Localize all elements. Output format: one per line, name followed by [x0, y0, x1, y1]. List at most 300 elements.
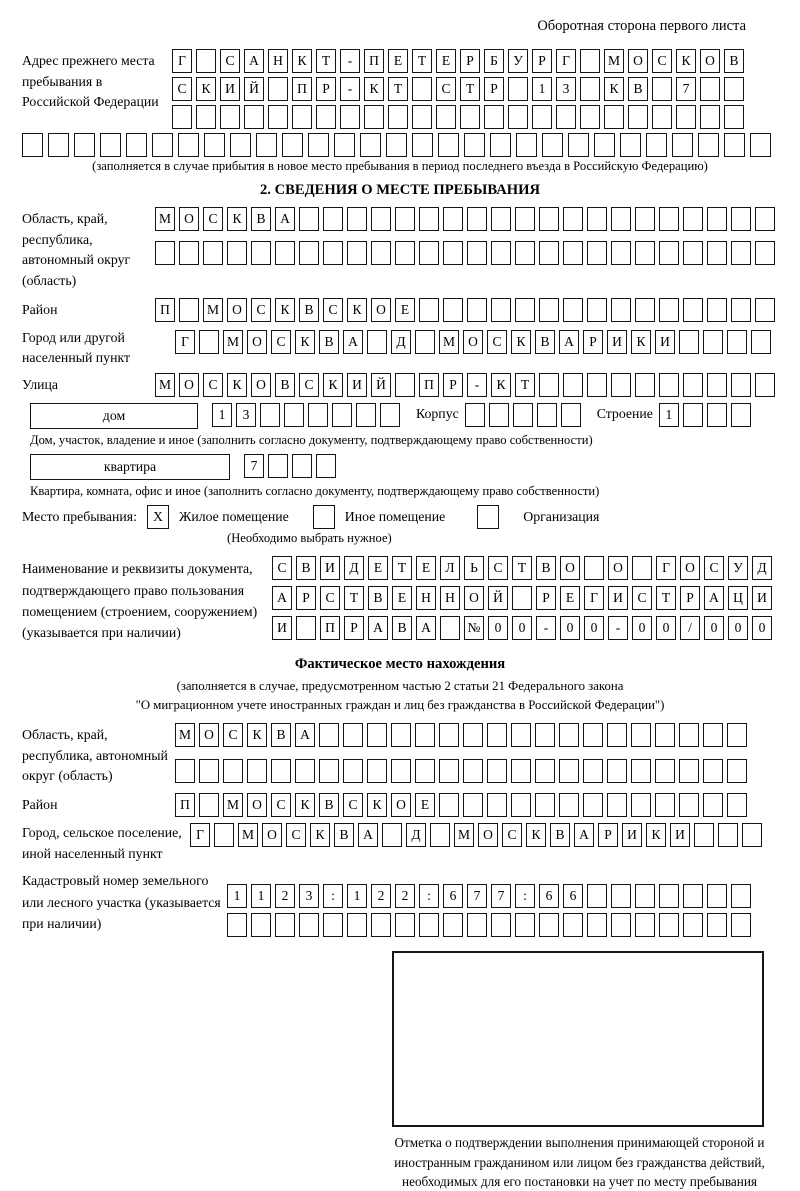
char-box[interactable]: А	[574, 823, 594, 847]
char-box[interactable]: С	[286, 823, 306, 847]
char-box[interactable]: Р	[536, 586, 556, 610]
char-box[interactable]	[683, 298, 703, 322]
char-box[interactable]: Р	[296, 586, 316, 610]
char-box[interactable]	[535, 759, 555, 783]
char-box[interactable]	[388, 105, 408, 129]
char-box[interactable]: Й	[488, 586, 508, 610]
char-box[interactable]: У	[728, 556, 748, 580]
char-box[interactable]	[652, 77, 672, 101]
char-box[interactable]: Р	[316, 77, 336, 101]
char-box[interactable]: О	[227, 298, 247, 322]
char-box[interactable]	[463, 793, 483, 817]
char-box[interactable]: С	[203, 373, 223, 397]
char-box[interactable]	[750, 133, 771, 157]
char-box[interactable]	[491, 207, 511, 231]
char-box[interactable]: Т	[656, 586, 676, 610]
char-box[interactable]: -	[340, 77, 360, 101]
char-box[interactable]: И	[220, 77, 240, 101]
char-box[interactable]: К	[604, 77, 624, 101]
char-box[interactable]	[620, 133, 641, 157]
char-box[interactable]: Е	[560, 586, 580, 610]
char-box[interactable]	[296, 616, 316, 640]
char-box[interactable]	[282, 133, 303, 157]
char-box[interactable]: Ц	[728, 586, 748, 610]
char-box[interactable]	[556, 105, 576, 129]
char-box[interactable]	[683, 884, 703, 908]
char-box[interactable]	[751, 330, 771, 354]
char-box[interactable]: С	[251, 298, 271, 322]
char-box[interactable]: С	[271, 793, 291, 817]
stay-type-checkbox-residential[interactable]: X	[147, 505, 169, 529]
char-box[interactable]: К	[347, 298, 367, 322]
char-box[interactable]	[334, 133, 355, 157]
char-box[interactable]	[244, 105, 264, 129]
char-box[interactable]: 1	[659, 403, 679, 427]
char-box[interactable]	[308, 403, 328, 427]
char-box[interactable]: К	[323, 373, 343, 397]
char-box[interactable]: В	[334, 823, 354, 847]
char-box[interactable]	[755, 241, 775, 265]
char-box[interactable]	[580, 105, 600, 129]
char-box[interactable]	[635, 884, 655, 908]
char-box[interactable]	[659, 298, 679, 322]
char-box[interactable]: С	[203, 207, 223, 231]
char-box[interactable]: Т	[344, 586, 364, 610]
char-box[interactable]	[700, 77, 720, 101]
char-box[interactable]: К	[295, 793, 315, 817]
char-box[interactable]	[284, 403, 304, 427]
char-box[interactable]	[395, 241, 415, 265]
char-box[interactable]: Н	[416, 586, 436, 610]
char-box[interactable]: С	[502, 823, 522, 847]
char-box[interactable]: К	[511, 330, 531, 354]
char-box[interactable]	[679, 723, 699, 747]
char-box[interactable]: И	[320, 556, 340, 580]
char-box[interactable]	[515, 241, 535, 265]
char-box[interactable]: П	[320, 616, 340, 640]
char-box[interactable]: О	[391, 793, 411, 817]
char-box[interactable]: А	[559, 330, 579, 354]
char-box[interactable]: О	[179, 373, 199, 397]
char-box[interactable]	[491, 241, 511, 265]
char-box[interactable]: 6	[563, 884, 583, 908]
char-box[interactable]	[412, 77, 432, 101]
char-box[interactable]	[511, 759, 531, 783]
char-box[interactable]	[275, 241, 295, 265]
char-box[interactable]: 3	[236, 403, 256, 427]
char-box[interactable]: 7	[467, 884, 487, 908]
char-box[interactable]	[731, 207, 751, 231]
char-box[interactable]	[214, 823, 234, 847]
char-box[interactable]	[516, 133, 537, 157]
char-box[interactable]: /	[680, 616, 700, 640]
char-box[interactable]: Г	[656, 556, 676, 580]
char-box[interactable]: Й	[244, 77, 264, 101]
char-box[interactable]: 7	[491, 884, 511, 908]
char-box[interactable]: О	[463, 330, 483, 354]
char-box[interactable]: Е	[415, 793, 435, 817]
char-box[interactable]: :	[515, 884, 535, 908]
char-box[interactable]: К	[526, 823, 546, 847]
char-box[interactable]	[659, 241, 679, 265]
char-box[interactable]: 0	[560, 616, 580, 640]
char-box[interactable]: Т	[515, 373, 535, 397]
char-box[interactable]: Г	[584, 586, 604, 610]
char-box[interactable]	[635, 241, 655, 265]
char-box[interactable]: Р	[583, 330, 603, 354]
char-box[interactable]	[415, 330, 435, 354]
char-box[interactable]	[465, 403, 485, 427]
char-box[interactable]	[604, 105, 624, 129]
char-box[interactable]	[513, 403, 533, 427]
char-box[interactable]: 0	[752, 616, 772, 640]
char-box[interactable]	[439, 759, 459, 783]
char-box[interactable]	[463, 759, 483, 783]
char-box[interactable]	[367, 330, 387, 354]
char-box[interactable]: А	[416, 616, 436, 640]
char-box[interactable]: И	[608, 586, 628, 610]
char-box[interactable]: 3	[556, 77, 576, 101]
char-box[interactable]: 2	[275, 884, 295, 908]
char-box[interactable]: А	[244, 49, 264, 73]
char-box[interactable]	[308, 133, 329, 157]
char-box[interactable]	[724, 133, 745, 157]
char-box[interactable]: М	[155, 373, 175, 397]
char-box[interactable]	[539, 913, 559, 937]
char-box[interactable]: 1	[251, 884, 271, 908]
char-box[interactable]: О	[560, 556, 580, 580]
char-box[interactable]	[460, 105, 480, 129]
char-box[interactable]	[611, 373, 631, 397]
char-box[interactable]: Р	[598, 823, 618, 847]
char-box[interactable]: Т	[460, 77, 480, 101]
char-box[interactable]	[439, 723, 459, 747]
char-box[interactable]	[607, 759, 627, 783]
stay-type-checkbox-other[interactable]	[313, 505, 335, 529]
char-box[interactable]: И	[670, 823, 690, 847]
char-box[interactable]	[443, 913, 463, 937]
char-box[interactable]: 0	[632, 616, 652, 640]
char-box[interactable]	[563, 241, 583, 265]
char-box[interactable]: К	[275, 298, 295, 322]
char-box[interactable]	[542, 133, 563, 157]
char-box[interactable]	[635, 298, 655, 322]
char-box[interactable]: У	[508, 49, 528, 73]
char-box[interactable]	[364, 105, 384, 129]
char-box[interactable]	[356, 403, 376, 427]
char-box[interactable]: А	[272, 586, 292, 610]
char-box[interactable]: С	[704, 556, 724, 580]
char-box[interactable]	[491, 913, 511, 937]
char-box[interactable]	[419, 207, 439, 231]
char-box[interactable]	[487, 759, 507, 783]
char-box[interactable]	[256, 133, 277, 157]
char-box[interactable]: И	[622, 823, 642, 847]
char-box[interactable]	[700, 105, 720, 129]
char-box[interactable]	[430, 823, 450, 847]
char-box[interactable]: 0	[512, 616, 532, 640]
char-box[interactable]	[731, 241, 751, 265]
char-box[interactable]	[386, 133, 407, 157]
char-box[interactable]	[727, 723, 747, 747]
char-box[interactable]: 3	[299, 884, 319, 908]
char-box[interactable]: А	[358, 823, 378, 847]
char-box[interactable]: 0	[728, 616, 748, 640]
char-box[interactable]: Д	[752, 556, 772, 580]
char-box[interactable]	[227, 913, 247, 937]
char-box[interactable]: Р	[460, 49, 480, 73]
char-box[interactable]	[260, 403, 280, 427]
char-box[interactable]: Ь	[464, 556, 484, 580]
char-box[interactable]: В	[724, 49, 744, 73]
char-box[interactable]	[512, 586, 532, 610]
char-box[interactable]	[559, 793, 579, 817]
char-box[interactable]: 0	[488, 616, 508, 640]
char-box[interactable]	[484, 105, 504, 129]
char-box[interactable]: М	[223, 793, 243, 817]
char-box[interactable]: 1	[212, 403, 232, 427]
char-box[interactable]: Т	[316, 49, 336, 73]
char-box[interactable]	[607, 723, 627, 747]
char-box[interactable]	[568, 133, 589, 157]
char-box[interactable]	[580, 77, 600, 101]
char-box[interactable]: Д	[344, 556, 364, 580]
char-box[interactable]	[251, 241, 271, 265]
char-box[interactable]	[563, 373, 583, 397]
char-box[interactable]	[347, 913, 367, 937]
char-box[interactable]	[703, 723, 723, 747]
char-box[interactable]: Б	[484, 49, 504, 73]
char-box[interactable]: Г	[556, 49, 576, 73]
char-box[interactable]: Й	[371, 373, 391, 397]
char-box[interactable]	[395, 913, 415, 937]
char-box[interactable]	[220, 105, 240, 129]
char-box[interactable]	[683, 913, 703, 937]
char-box[interactable]	[299, 241, 319, 265]
char-box[interactable]	[652, 105, 672, 129]
char-box[interactable]	[724, 105, 744, 129]
char-box[interactable]	[755, 207, 775, 231]
char-box[interactable]	[439, 793, 459, 817]
char-box[interactable]: О	[199, 723, 219, 747]
char-box[interactable]: В	[319, 793, 339, 817]
char-box[interactable]	[268, 77, 288, 101]
char-box[interactable]: О	[608, 556, 628, 580]
char-box[interactable]: 0	[584, 616, 604, 640]
char-box[interactable]	[319, 759, 339, 783]
char-box[interactable]	[563, 207, 583, 231]
char-box[interactable]: А	[368, 616, 388, 640]
char-box[interactable]	[584, 556, 604, 580]
char-box[interactable]: С	[487, 330, 507, 354]
char-box[interactable]: О	[179, 207, 199, 231]
char-box[interactable]: О	[251, 373, 271, 397]
char-box[interactable]: А	[704, 586, 724, 610]
char-box[interactable]: Е	[392, 586, 412, 610]
char-box[interactable]	[323, 207, 343, 231]
char-box[interactable]: О	[464, 586, 484, 610]
char-box[interactable]	[247, 759, 267, 783]
char-box[interactable]	[511, 793, 531, 817]
char-box[interactable]	[539, 373, 559, 397]
char-box[interactable]	[679, 330, 699, 354]
char-box[interactable]	[419, 298, 439, 322]
char-box[interactable]	[316, 454, 336, 478]
char-box[interactable]	[508, 77, 528, 101]
char-box[interactable]: В	[536, 556, 556, 580]
char-box[interactable]: Р	[680, 586, 700, 610]
char-box[interactable]: К	[292, 49, 312, 73]
char-box[interactable]	[703, 330, 723, 354]
char-box[interactable]: И	[347, 373, 367, 397]
char-box[interactable]	[707, 403, 727, 427]
char-box[interactable]	[539, 298, 559, 322]
char-box[interactable]	[611, 207, 631, 231]
char-box[interactable]	[731, 298, 751, 322]
char-box[interactable]	[676, 105, 696, 129]
char-box[interactable]: В	[535, 330, 555, 354]
char-box[interactable]	[731, 913, 751, 937]
char-box[interactable]: М	[604, 49, 624, 73]
char-box[interactable]	[319, 723, 339, 747]
char-box[interactable]	[587, 298, 607, 322]
char-box[interactable]	[391, 723, 411, 747]
char-box[interactable]	[203, 241, 223, 265]
char-box[interactable]: Е	[368, 556, 388, 580]
char-box[interactable]	[443, 298, 463, 322]
char-box[interactable]	[727, 330, 747, 354]
char-box[interactable]: Д	[406, 823, 426, 847]
char-box[interactable]: -	[467, 373, 487, 397]
char-box[interactable]: В	[271, 723, 291, 747]
char-box[interactable]: Г	[190, 823, 210, 847]
char-box[interactable]: В	[319, 330, 339, 354]
char-box[interactable]: А	[295, 723, 315, 747]
char-box[interactable]	[179, 298, 199, 322]
char-box[interactable]	[196, 105, 216, 129]
char-box[interactable]: С	[220, 49, 240, 73]
char-box[interactable]	[347, 207, 367, 231]
char-box[interactable]	[299, 913, 319, 937]
char-box[interactable]	[707, 241, 727, 265]
char-box[interactable]: О	[371, 298, 391, 322]
char-box[interactable]: Р	[532, 49, 552, 73]
char-box[interactable]: С	[299, 373, 319, 397]
char-box[interactable]	[371, 241, 391, 265]
char-box[interactable]	[204, 133, 225, 157]
char-box[interactable]	[178, 133, 199, 157]
char-box[interactable]	[659, 913, 679, 937]
char-box[interactable]	[742, 823, 762, 847]
char-box[interactable]: М	[439, 330, 459, 354]
char-box[interactable]	[323, 913, 343, 937]
char-box[interactable]: О	[700, 49, 720, 73]
char-box[interactable]	[703, 793, 723, 817]
char-box[interactable]: М	[203, 298, 223, 322]
char-box[interactable]	[731, 373, 751, 397]
char-box[interactable]: Р	[484, 77, 504, 101]
char-box[interactable]	[155, 241, 175, 265]
char-box[interactable]	[100, 133, 121, 157]
char-box[interactable]: А	[275, 207, 295, 231]
char-box[interactable]	[22, 133, 43, 157]
char-box[interactable]: С	[223, 723, 243, 747]
char-box[interactable]: Г	[172, 49, 192, 73]
char-box[interactable]	[683, 207, 703, 231]
char-box[interactable]: К	[491, 373, 511, 397]
char-box[interactable]: :	[419, 884, 439, 908]
char-box[interactable]	[412, 133, 433, 157]
char-box[interactable]: К	[247, 723, 267, 747]
char-box[interactable]: 0	[656, 616, 676, 640]
char-box[interactable]: Л	[440, 556, 460, 580]
char-box[interactable]	[515, 207, 535, 231]
char-box[interactable]: -	[608, 616, 628, 640]
char-box[interactable]: О	[247, 330, 267, 354]
char-box[interactable]	[275, 913, 295, 937]
char-box[interactable]	[707, 298, 727, 322]
char-box[interactable]	[443, 241, 463, 265]
char-box[interactable]: М	[155, 207, 175, 231]
char-box[interactable]	[707, 913, 727, 937]
char-box[interactable]: В	[392, 616, 412, 640]
char-box[interactable]: №	[464, 616, 484, 640]
char-box[interactable]	[299, 207, 319, 231]
char-box[interactable]	[532, 105, 552, 129]
char-box[interactable]	[227, 241, 247, 265]
char-box[interactable]	[694, 823, 714, 847]
char-box[interactable]	[340, 105, 360, 129]
char-box[interactable]	[515, 298, 535, 322]
char-box[interactable]: В	[368, 586, 388, 610]
char-box[interactable]	[539, 207, 559, 231]
char-box[interactable]: К	[646, 823, 666, 847]
char-box[interactable]: С	[652, 49, 672, 73]
char-box[interactable]	[587, 884, 607, 908]
char-box[interactable]	[583, 793, 603, 817]
stay-type-checkbox-organization[interactable]	[477, 505, 499, 529]
char-box[interactable]	[292, 105, 312, 129]
char-box[interactable]	[539, 241, 559, 265]
char-box[interactable]	[580, 49, 600, 73]
char-box[interactable]: М	[223, 330, 243, 354]
char-box[interactable]	[415, 759, 435, 783]
char-box[interactable]	[347, 241, 367, 265]
char-box[interactable]	[268, 454, 288, 478]
char-box[interactable]	[199, 793, 219, 817]
char-box[interactable]	[487, 793, 507, 817]
char-box[interactable]	[367, 759, 387, 783]
char-box[interactable]: В	[251, 207, 271, 231]
char-box[interactable]: М	[238, 823, 258, 847]
char-box[interactable]: Т	[512, 556, 532, 580]
char-box[interactable]: П	[155, 298, 175, 322]
char-box[interactable]: К	[295, 330, 315, 354]
char-box[interactable]	[292, 454, 312, 478]
char-box[interactable]	[683, 241, 703, 265]
char-box[interactable]	[755, 373, 775, 397]
char-box[interactable]	[48, 133, 69, 157]
char-box[interactable]: С	[320, 586, 340, 610]
char-box[interactable]: В	[296, 556, 316, 580]
char-box[interactable]	[391, 759, 411, 783]
char-box[interactable]: С	[488, 556, 508, 580]
char-box[interactable]	[323, 241, 343, 265]
char-box[interactable]	[703, 759, 723, 783]
char-box[interactable]	[631, 793, 651, 817]
char-box[interactable]	[419, 913, 439, 937]
char-box[interactable]	[412, 105, 432, 129]
